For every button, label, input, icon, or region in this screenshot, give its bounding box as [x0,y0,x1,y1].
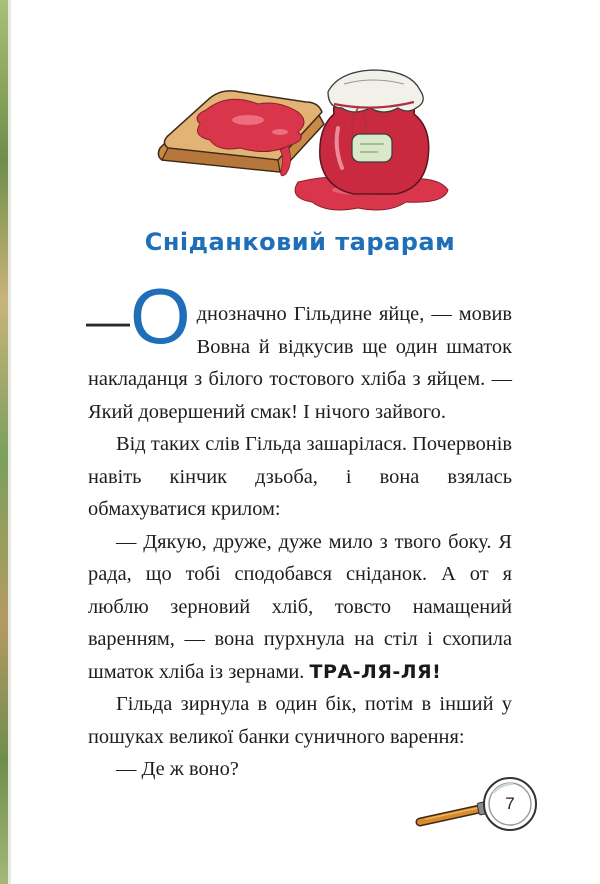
paragraph-5: — Де ж воно? [116,758,239,780]
paragraph-3 [88,526,512,689]
page-number: 7 [505,794,515,813]
paragraph-3-text: — Дякую, друже, дуже мило з твого боку. Я рада, що тобі сподобався сніданок. А от я люблю зерновий хліб, товсто намащений варенням, — вона пурхнула на стіл і схопила шматок хліба із зернами. [88,530,512,683]
paragraph-2: Від таких слів Гільда зашарілася. Почервонів навіть кінчик дзьоба, і вона взялась обмахуватися крилом: [88,433,512,520]
book-spine-edge [0,0,11,884]
paragraph-1 [86,272,512,428]
chapter-title: Сніданковий тарарам [144,228,456,256]
sound-effect-text: ТРА-ЛЯ-ЛЯ! [309,660,442,683]
drop-cap-dash: — [86,297,130,346]
drop-cap [86,272,191,360]
page-body-text [86,272,512,786]
jam-toast-and-jar-illustration [148,62,466,222]
magnifying-glass-icon [414,770,554,840]
drop-cap-letter: О [130,272,191,360]
paragraph-1-text: днозначно Гільдине яйце, — мовив Вовна й відкусив ще один шматок накладанця з білого тостового хліба з яйцем. — Який довершений смак! І нічого зайвого. [88,303,512,423]
page-number-ornament [414,770,554,840]
paragraph-4: Гільда зирнула в один бік, потім в інший у пошуках великої банки суничного варення: [88,693,512,748]
